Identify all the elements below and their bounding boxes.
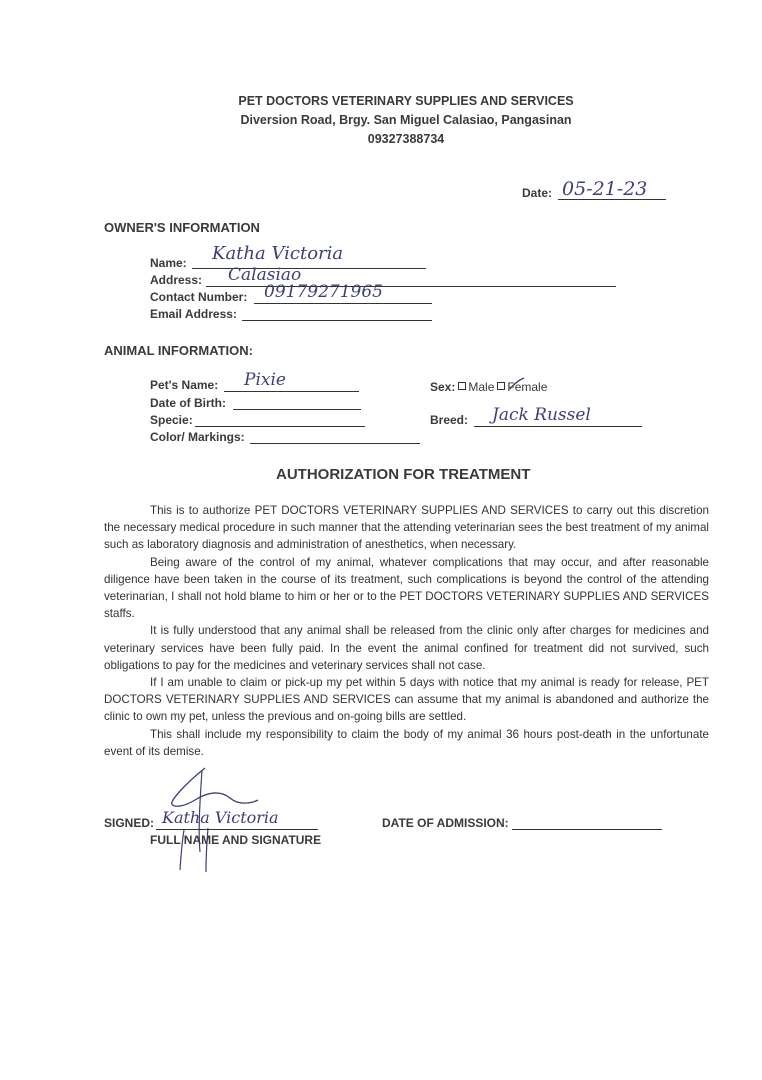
owner-email-line: [242, 320, 432, 321]
male-checkbox[interactable]: [458, 382, 466, 390]
sex-label: Sex:: [430, 380, 456, 394]
sex-male-label: Male: [468, 380, 495, 394]
owner-address-label: Address:: [150, 273, 203, 287]
owner-contact-value: 09179271965: [264, 282, 383, 302]
authorization-paragraph: It is fully understood that any animal shall be released from the clinic only after charges for medicines and veterinary services have been fully paid. In the event the animal confined for treatment did not survived, such obligations to pay for the medicines and veterinary services shall not case.: [104, 624, 709, 672]
owner-heading: OWNER'S INFORMATION: [104, 220, 260, 235]
owner-address-value: Calasiao: [228, 265, 302, 285]
pet-name-line: [224, 391, 359, 392]
dob-label: Date of Birth:: [150, 396, 226, 410]
owner-name-label: Name:: [150, 256, 187, 270]
authorization-paragraph: This shall include my responsibility to claim the body of my animal 36 hours post-death in the unfortunate event of its demise.: [104, 727, 709, 758]
authorization-paragraph: If I am unable to claim or pick-up my pet within 5 days with notice that my animal is ready for release, PET DOCTORS VETERINARY SUPPLIES AND SERVICES can assume that my animal is abandoned and authorize the clinic to own my pet, unless the previous and on-going bills are settled.: [104, 676, 709, 724]
female-checkbox[interactable]: [497, 382, 505, 390]
clinic-phone: 09327388734: [367, 132, 445, 146]
date-value: 05-21-23: [562, 178, 648, 200]
owner-contact-line: [254, 303, 432, 304]
signed-value: Katha Victoria: [162, 808, 279, 827]
authorization-paragraph: This is to authorize PET DOCTORS VETERINARY SUPPLIES AND SERVICES to carry out this discretion the necessary medical procedure in such manner that the attending veterinarian sees the best treatment of my animal such as laboratory diagnosis and administration of anesthetics, when necessary.: [104, 504, 709, 552]
clinic-name: PET DOCTORS VETERINARY SUPPLIES AND SERVICES: [238, 94, 574, 108]
signed-label: SIGNED:: [104, 816, 155, 830]
breed-label: Breed:: [430, 413, 469, 427]
authorization-paragraph: Being aware of the control of my animal, whatever complications that may occur, and after reasonable diligence have been taken in the course of its treatment, such complications is beyond the control of the attending veterinarian, I shall not hold blame to him or her or to the PET DOCTORS VETERINARY SUPPLIES AND SERVICES staffs.: [104, 555, 709, 621]
pet-name-value: Pixie: [244, 370, 286, 390]
authorization-body: [104, 502, 709, 760]
owner-email-label: Email Address:: [150, 307, 237, 321]
owner-name-value: Katha Victoria: [212, 243, 344, 264]
full-name-label: FULL NAME AND SIGNATURE: [150, 833, 322, 847]
breed-value: Jack Russel: [492, 405, 591, 425]
owner-contact-label: Contact Number:: [150, 290, 248, 304]
pet-name-label: Pet's Name:: [150, 378, 219, 392]
color-line: [250, 443, 420, 444]
admission-line: [512, 829, 662, 830]
specie-line: [195, 426, 365, 427]
dob-line: [233, 409, 361, 410]
sex-female-label: Female: [507, 380, 548, 394]
sex-field: [430, 378, 547, 396]
clinic-address: Diversion Road, Brgy. San Miguel Calasiao, Pangasinan: [240, 113, 572, 127]
specie-label: Specie:: [150, 413, 193, 427]
female-check-mark-icon: [508, 376, 526, 392]
color-label: Color/ Markings:: [150, 430, 245, 444]
date-label: Date:: [522, 186, 553, 200]
signed-line: [156, 829, 318, 830]
animal-heading: ANIMAL INFORMATION:: [104, 343, 253, 358]
admission-label: DATE OF ADMISSION:: [382, 816, 509, 830]
authorization-title: AUTHORIZATION FOR TREATMENT: [276, 466, 531, 483]
breed-line: [474, 426, 642, 427]
